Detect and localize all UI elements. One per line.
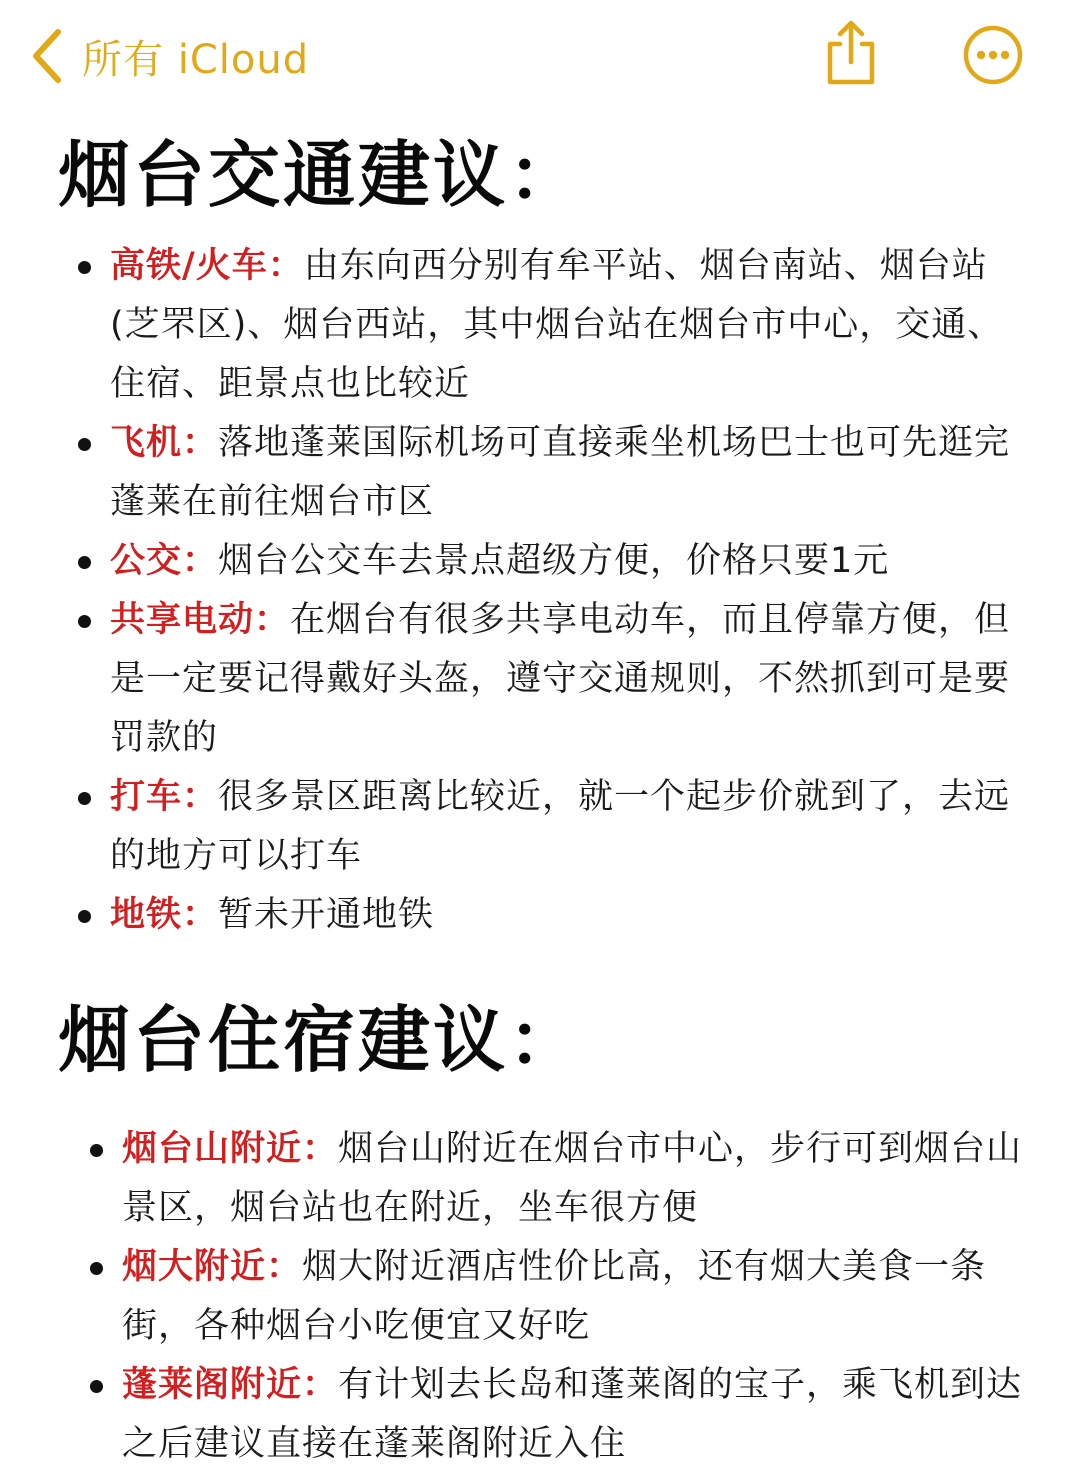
back-label: 所有 iCloud	[82, 36, 310, 83]
more-icon	[962, 71, 1024, 90]
more-button[interactable]	[962, 24, 1024, 86]
item-text: 由东向西分别有牟平站、烟台南站、烟台站(芝罘区)、烟台西站，其中烟台站在烟台市中心，交通、住宿、距景点也比较近	[110, 246, 1004, 405]
item-text: 落地蓬莱国际机场可直接乘坐机场巴士也可先逛完蓬莱在前往烟台市区	[110, 423, 1011, 523]
bullet-dot	[78, 910, 91, 923]
item-label: 地铁：	[110, 895, 219, 936]
share-button[interactable]	[820, 18, 882, 88]
bullet-dot	[78, 261, 91, 274]
bullet-dot	[78, 615, 91, 628]
item-text: 在烟台有很多共享电动车，而且停靠方便，但是一定要记得戴好头盔，遵守交通规则，不然抓到可是要罚款的	[110, 600, 1011, 759]
item-label: 蓬莱阁附近：	[122, 1365, 339, 1406]
item-label: 飞机：	[110, 423, 219, 464]
item-text: 很多景区距离比较近，就一个起步价就到了，去远的地方可以打车	[110, 777, 1011, 877]
item-label: 烟大附近：	[122, 1247, 303, 1288]
item-label: 共享电动：	[110, 600, 291, 641]
bullet-dot	[90, 1262, 103, 1275]
list-item	[0, 414, 1080, 532]
chevron-left-icon	[30, 28, 64, 84]
list-item	[0, 237, 1080, 414]
list-item	[0, 886, 1080, 945]
item-label: 打车：	[110, 777, 219, 818]
note-body[interactable]	[0, 110, 1080, 1474]
navigation-bar	[0, 0, 1080, 110]
transport-list	[0, 237, 1080, 945]
item-label: 高铁/火车：	[110, 246, 304, 287]
item-text: 烟台公交车去景点超级方便，价格只要1元	[218, 541, 890, 582]
bullet-dot	[90, 1380, 103, 1393]
section-title-lodging: 烟台住宿建议：	[58, 998, 584, 1083]
bullet-dot	[78, 438, 91, 451]
bullet-dot	[78, 556, 91, 569]
back-button[interactable]	[30, 26, 309, 86]
item-label: 公交：	[110, 541, 219, 582]
item-text: 烟台山附近在烟台市中心，步行可到烟台山景区，烟台站也在附近，坐车很方便	[122, 1129, 1023, 1229]
section-title-transport: 烟台交通建议：	[58, 133, 584, 217]
list-item	[12, 1238, 1080, 1356]
item-text: 烟大附近酒店性价比高，还有烟大美食一条街，各种烟台小吃便宜又好吃	[122, 1247, 987, 1347]
list-item	[12, 1120, 1080, 1238]
list-item	[0, 768, 1080, 886]
lodging-list	[0, 1120, 1080, 1474]
bullet-dot	[90, 1144, 103, 1157]
share-icon	[820, 73, 882, 92]
item-label: 烟台山附近：	[122, 1129, 339, 1170]
list-item	[12, 1356, 1080, 1474]
item-text: 有计划去长岛和蓬莱阁的宝子，乘飞机到达之后建议直接在蓬莱阁附近入住	[122, 1365, 1023, 1465]
item-text: 暂未开通地铁	[218, 895, 435, 936]
list-item	[0, 532, 1080, 591]
bullet-dot	[78, 792, 91, 805]
list-item	[0, 591, 1080, 768]
